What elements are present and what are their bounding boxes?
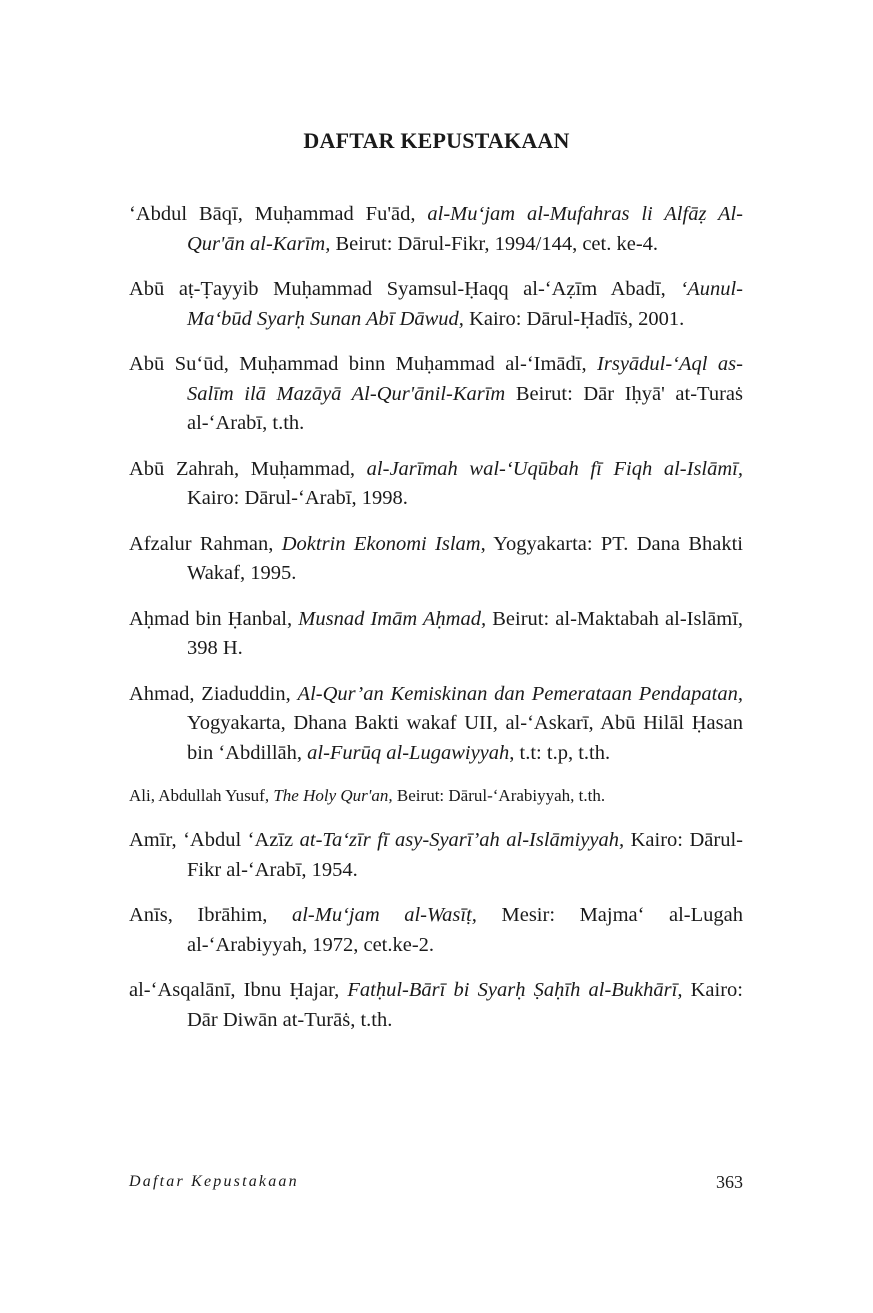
entry-title-secondary: al-Furūq al-Lugawiyyah [307, 741, 510, 764]
entry-publication: Kairo: Dārul-Ḥadīṡ, 2001. [463, 307, 685, 330]
bibliography-entry [129, 784, 743, 808]
entry-author: al-‘Asqalānī, Ibnu Ḥajar, [129, 979, 348, 1001]
entry-title: The Holy Qur'an, [273, 786, 393, 805]
entry-publication: , Yogyakarta: PT. Dana Bhakti Wakaf, 1995. [187, 532, 744, 584]
entry-author: Ahmad, Ziaduddin, [129, 682, 298, 705]
entry-title: Al-Qur’an Kemiskinan dan Pemerataan Pendapatan, [297, 682, 743, 705]
entry-title: at-Ta‘zīr fī asy-Syarī’ah al-Islāmiyyah, [299, 829, 625, 851]
page-title: DAFTAR KEPUSTAKAAN [303, 128, 570, 153]
entry-author: Abū aṭ-Ṭayyib Muḥammad Syamsul-Ḥaqq al-‘Aẓīm Abadī, [129, 278, 681, 300]
entry-author: ‘Abdul Bāqī, Muḥammad Fu'ād, [129, 203, 428, 225]
bibliography-entry [129, 680, 743, 769]
entry-publication: Kairo: Dārul-Fikr al-‘Arabī, 1954. [187, 829, 743, 881]
entry-author: Abū Zahrah, Muḥammad, [129, 457, 367, 480]
entry-title: Irsyādul-‘Aql as-Salīm ilā Mazāyā Al-Qur'ānil-Karīm [187, 353, 743, 405]
bibliography-entry [129, 200, 743, 259]
bibliography-entry [129, 530, 743, 589]
entry-publication: Beirut: Dārul-‘Arabiyyah, t.th. [392, 786, 606, 805]
entry-author: Amīr, ‘Abdul ‘Azīz [129, 829, 300, 851]
bibliography-entry [129, 455, 743, 514]
entry-publication-secondary: , t.t: t.p, t.th. [509, 741, 611, 764]
running-footer: Daftar Kepustakaan [129, 1173, 299, 1190]
bibliography-entry [129, 826, 743, 885]
entry-publication: Mesir: Majma‘ al-Lugah al-‘Arabiyyah, 1972, cet.ke-2. [187, 904, 744, 956]
entry-publication: Beirut: Dārul-Fikr, 1994/144, cet. ke-4. [330, 232, 659, 255]
entry-author: Aḥmad bin Ḥanbal, [129, 607, 299, 630]
entry-title: Musnad Imām Aḥmad, [298, 607, 487, 630]
entry-author: Ali, Abdullah Yusuf, [129, 786, 274, 805]
bibliography-entry [129, 901, 743, 960]
entry-author: Abū Su‘ūd, Muḥammad binn Muḥammad al-‘Imādī, [129, 353, 598, 375]
entry-publication: Kairo: Dār Diwān at-Turāṡ, t.th. [187, 979, 743, 1031]
page-number: 363 [716, 1172, 743, 1192]
entry-title: ‘Aunul-Ma‘būd Syarḥ Sunan Abī Dāwud, [187, 278, 743, 330]
entry-title: Fatḥul-Bārī bi Syarḥ Ṣaḥīh al-Bukhārī, [347, 979, 683, 1001]
bibliography-entry [129, 275, 743, 334]
entry-title: al-Jarīmah wal-‘Uqūbah fī Fiqh al-Islāmī, [366, 457, 744, 480]
entry-title: al-Mu‘jam al-Wasīṭ, [291, 904, 477, 926]
entry-author: Anīs, Ibrāhim, [129, 904, 292, 926]
entry-publication: Kairo: Dārul-‘Arabī, 1998. [187, 487, 408, 509]
entry-title: al-Mu‘jam al-Mufahras li Alfāẓ Al-Qur'ān al-Karīm, [187, 203, 743, 255]
entry-publication: Yogyakarta, Dhana Bakti wakaf UII, al-‘Askarī, Abū Hilāl Ḥasan bin ‘Abdillāh, [187, 712, 743, 764]
bibliography-entry [129, 976, 743, 1035]
entry-title: Doktrin Ekonomi Islam [281, 532, 481, 555]
entry-author: Afzalur Rahman, [129, 532, 282, 555]
entry-publication: Beirut: al-Maktabah al-Islāmī, 398 H. [187, 607, 744, 659]
bibliography-entry [129, 350, 743, 439]
bibliography-entry [129, 605, 743, 664]
entry-publication: Beirut: Dār Iḥyā' at-Turaṡ al-‘Arabī, t.th. [187, 382, 743, 434]
bibliography-list [129, 200, 743, 1051]
